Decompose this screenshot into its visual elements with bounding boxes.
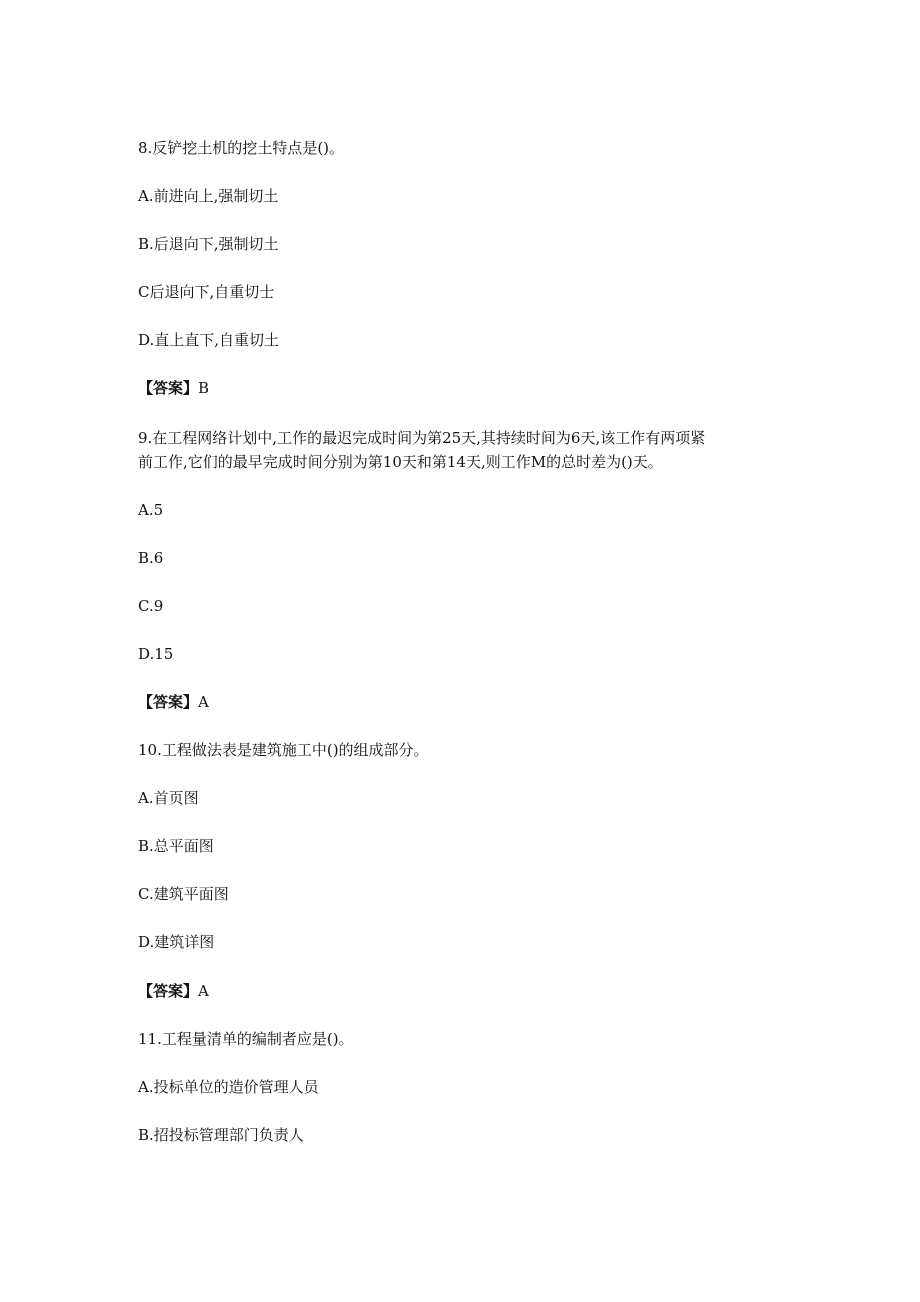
answer-value: B [198,379,210,397]
answer-label: 【答案】 [138,982,199,1000]
question-11-option-a: A.投标单位的造价管理人员 [138,1078,319,1096]
question-10-answer [138,978,798,1004]
question-8-option-d: D.直上直下,自重切土 [138,331,280,349]
question-10-option-d: D.建筑详图 [138,933,215,951]
answer-label: 【答案】 [138,693,199,711]
question-8-option-a: A.前进向上,强制切土 [138,187,279,205]
question-10-option-c: C.建筑平面图 [138,885,229,903]
answer-value: A [198,693,209,711]
question-10-stem: 10.工程做法表是建筑施工中()的组成部分。 [138,741,429,759]
question-8-answer [138,375,798,401]
question-10-option-a: A.首页图 [138,789,199,807]
question-9-option-a: A.5 [138,501,164,519]
question-9-stem-line-1: 9.在工程网络计划中,工作的最迟完成时间为第25天,其持续时间为6天,该工作有两项紧 [138,429,706,447]
question-9-option-b: B.6 [138,549,164,567]
answer-value: A [198,982,209,1000]
question-8-option-b: B.后退向下,强制切土 [138,235,279,253]
question-8-stem: 8.反铲挖土机的挖土特点是()。 [138,139,345,157]
question-10-option-b: B.总平面图 [138,837,214,855]
question-11-stem: 11.工程量清单的编制者应是()。 [138,1030,354,1048]
question-11-option-b: B.招投标管理部门负责人 [138,1126,304,1144]
question-9-answer [138,689,798,715]
question-9-stem-line-2: 前工作,它们的最早完成时间分别为第10天和第14天,则工作M的总时差为()天。 [138,453,663,471]
question-8-option-c: C后退向下,自重切士 [138,283,275,301]
question-9-option-d: D.15 [138,645,174,663]
answer-label: 【答案】 [138,379,199,397]
question-9-option-c: C.9 [138,597,164,615]
